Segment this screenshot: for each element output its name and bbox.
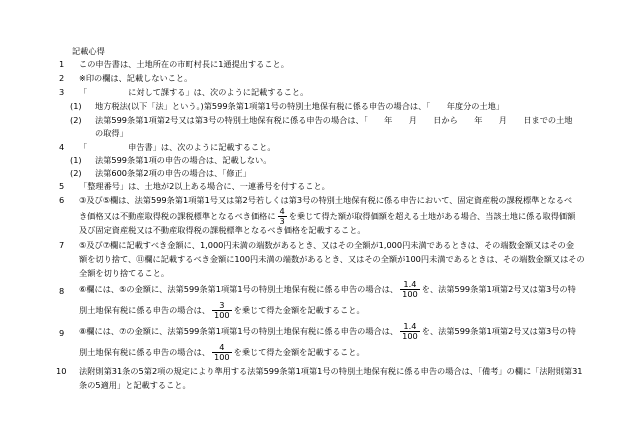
- item-number: 5: [59, 181, 65, 191]
- subitem-text: 法第600条第2項の申告の場合は、「修正」: [95, 168, 251, 178]
- fraction-numerator: 1.4: [400, 280, 420, 290]
- item-text: 「 に対して課する」は、次のように記載すること。: [79, 87, 309, 97]
- item-number: 7: [59, 240, 65, 250]
- subitem-text: 法第599条第1項の申告の場合は、記載しない。: [95, 155, 272, 165]
- item-text: この申告書は、土地所在の市町村長に1通提出すること。: [79, 59, 289, 69]
- item-number: 2: [59, 73, 65, 83]
- subitem-number: (1): [70, 155, 82, 165]
- item-text: ※印の欄は、記載しないこと。: [79, 73, 193, 83]
- fraction-numerator: 4: [212, 343, 232, 353]
- fraction-numerator: 1.4: [400, 322, 420, 332]
- fraction: [212, 343, 232, 362]
- item-text-line: 及び固定資産税又は不動産取得税の課税標準となるべき価格を記載すること。: [79, 225, 366, 235]
- item-text-line: [79, 207, 575, 226]
- item-number: 4: [59, 142, 65, 152]
- item-text: ③及び⑤欄は、法第599条第1項第1号又は第2号若しくは第3号の特別土地保有税に係る申告において、固定資産税の課税標準となるべ: [79, 195, 573, 205]
- subitem-text-continued: の取得」: [95, 128, 128, 138]
- subitem-number: (1): [70, 101, 82, 111]
- subitem-text: 法第599条第1項第2号又は第3号の特別土地保有税に係る申告の場合は、「 年 月 日から 年 月 日までの土地: [95, 115, 573, 125]
- item-number: 10: [56, 366, 67, 376]
- fraction: [278, 207, 287, 226]
- item-text: ⑤及び⑦欄に記載すべき金額に、1,000円未満の端数があるとき、又はその全額が1,000円未満であるときは、その端数金額又はその金: [79, 240, 575, 250]
- item-number: 9: [59, 328, 65, 338]
- item-text-line: [79, 322, 576, 341]
- item-text-line: [79, 280, 576, 299]
- fraction-denominator: 3: [279, 216, 285, 226]
- fraction-denominator: 100: [402, 289, 418, 299]
- item-text-segment: を乗じて得た額が取得価額を超える土地がある場合、当該土地に係る取得価額: [288, 211, 576, 221]
- fraction-numerator: 4: [279, 206, 285, 216]
- item-number: 1: [59, 59, 65, 69]
- item-text-segment: を、法第599条第1項第2号又は第3号の特: [421, 284, 576, 294]
- subitem-number: (2): [70, 168, 82, 178]
- fraction-denominator: 100: [402, 331, 418, 341]
- fraction: [400, 280, 420, 299]
- item-text-segment: き価格又は不動産取得税の課税標準となるべき価格に: [79, 211, 276, 221]
- fraction-numerator: 3: [212, 301, 232, 311]
- item-text-line: 全額を切り捨てること。: [79, 268, 170, 278]
- item-text-segment: ⑥欄には、⑤の金額に、法第599条第1項第1号の特別土地保有税に係る申告の場合は、: [79, 284, 399, 294]
- item-text: 法附則第31条の5第2項の規定により準用する法第599条第1項第1号の特別土地保有税に係る申告の場合は、「備考」の欄に「法附則第31: [79, 366, 583, 376]
- item-text-segment: 別土地保有税に係る申告の場合は、: [79, 305, 211, 315]
- item-number: 3: [59, 87, 65, 97]
- item-text-segment: を乗じて得た金額を記載すること。: [233, 305, 365, 315]
- item-text-line: 額を切り捨て、⑪欄に記載するべき金額に100円未満の端数があるとき、又はその全額が100円未満であるときは、その端数金額又はその: [79, 254, 585, 264]
- fraction: [212, 301, 232, 320]
- fraction-denominator: 100: [214, 310, 230, 320]
- item-number: 6: [59, 195, 65, 205]
- item-text-segment: ⑧欄には、⑦の金額に、法第599条第1項第1号の特別土地保有税に係る申告の場合は、: [79, 326, 399, 336]
- fraction: [400, 322, 420, 341]
- subitem-text: 地方税法(以下「法」という。)第599条第1項第1号の特別土地保有税に係る申告の場合は、「 年度分の土地」: [95, 101, 505, 111]
- item-text: 「整理番号」は、土地が2以上ある場合に、一連番号を付すること。: [79, 181, 330, 191]
- item-text: 「 申告書」は、次のように記載すること。: [79, 142, 276, 152]
- item-text-line: 条の5適用」と記載すること。: [79, 380, 191, 390]
- item-text-segment: 別土地保有税に係る申告の場合は、: [79, 347, 211, 357]
- item-number: 8: [59, 286, 65, 296]
- item-text-segment: を、法第599条第1項第2号又は第3号の特: [421, 326, 576, 336]
- heading: 記載心得: [72, 46, 105, 56]
- item-text-line: [79, 343, 365, 362]
- item-text-segment: を乗じて得た金額を記載すること。: [233, 347, 365, 357]
- item-text-line: [79, 301, 365, 320]
- subitem-number: (2): [70, 115, 82, 125]
- fraction-denominator: 100: [214, 352, 230, 362]
